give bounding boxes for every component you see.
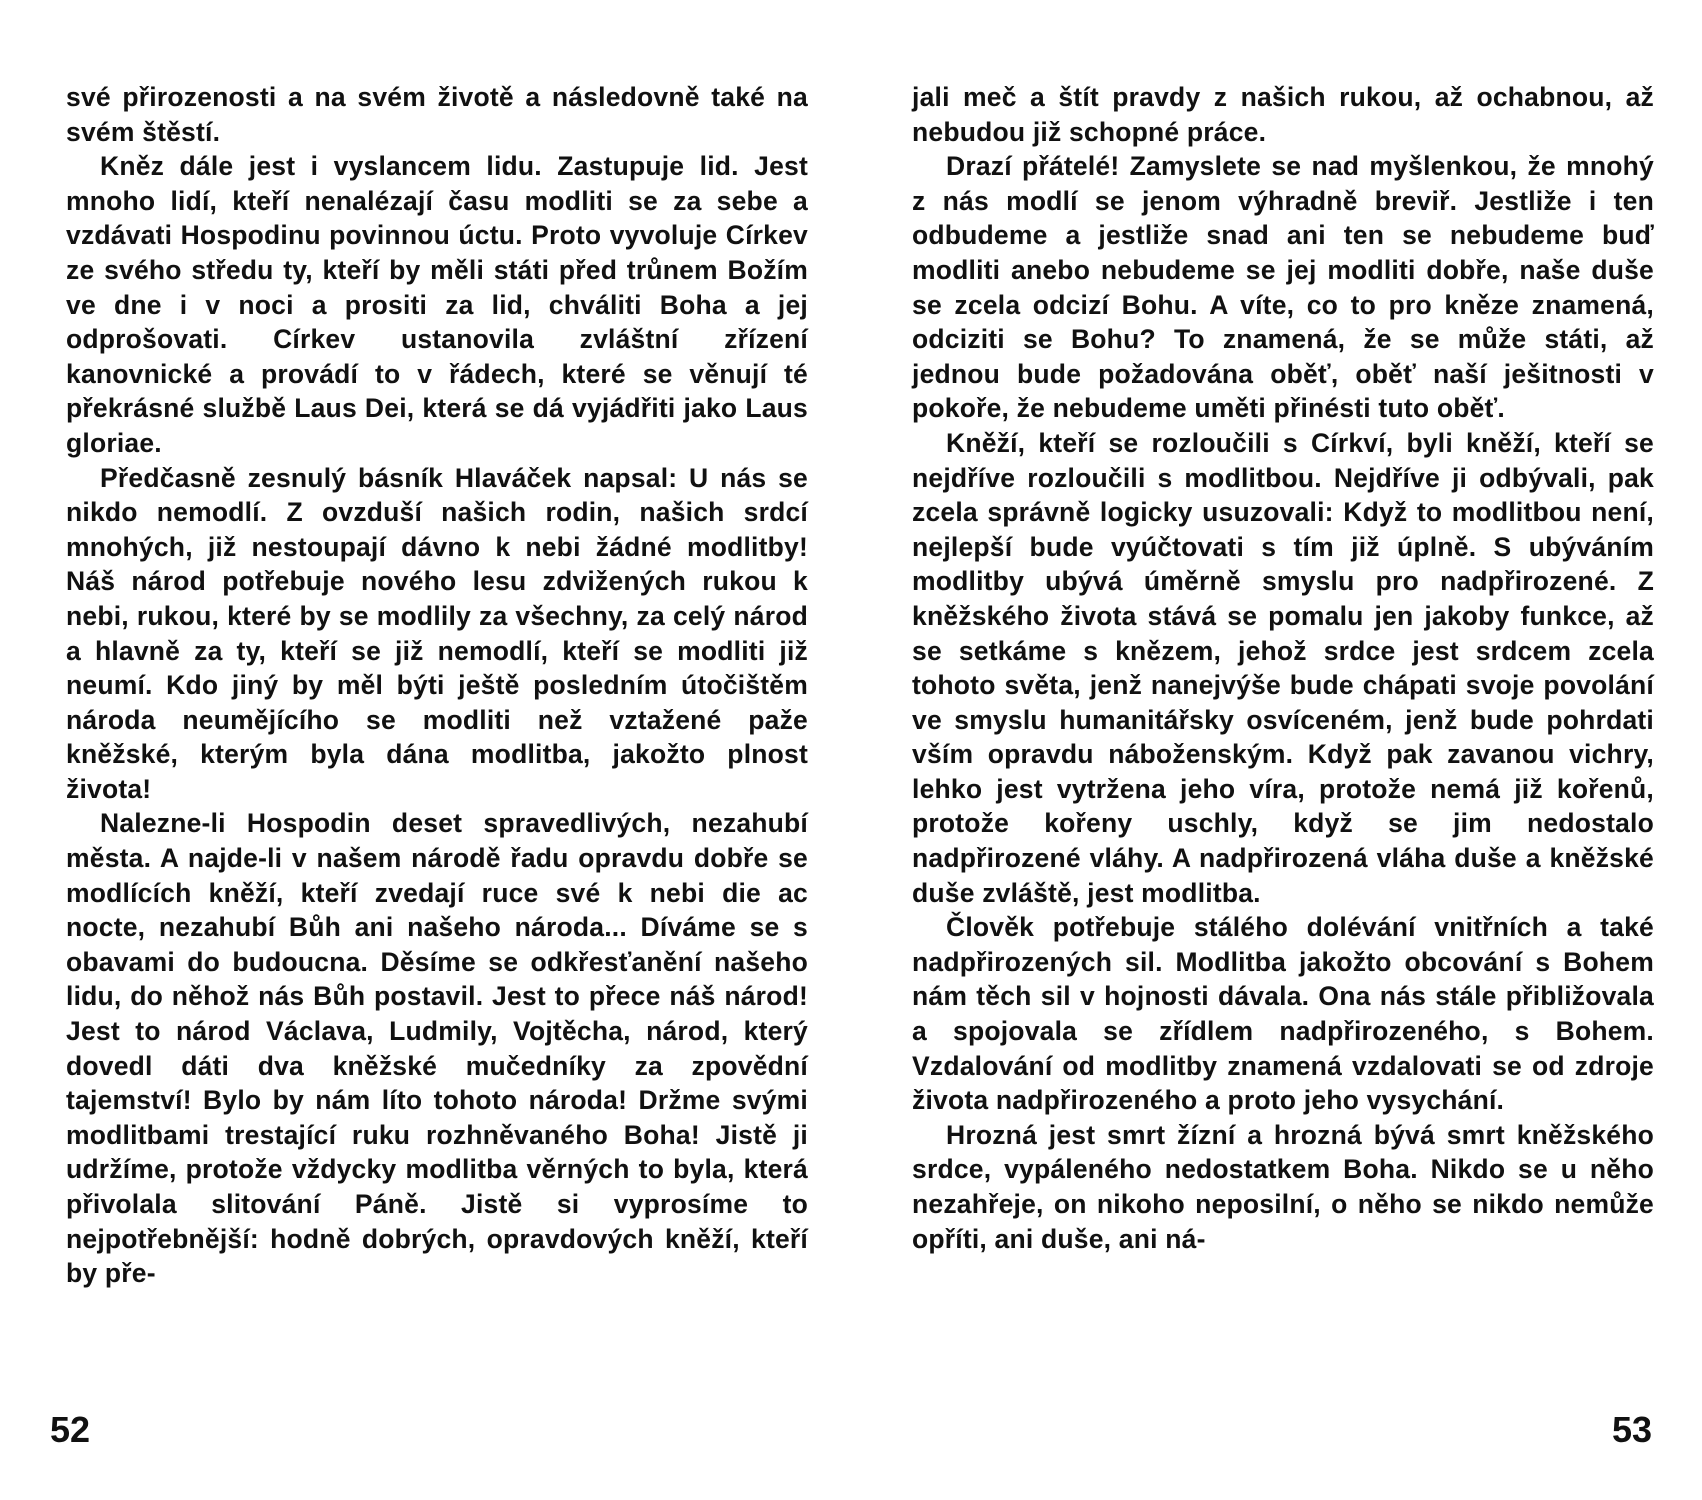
- left-page: [66, 80, 808, 1291]
- left-paragraph-2: Kněz dále jest i vyslancem lidu. Zastupuje lid. Jest mnoho lidí, kteří nenalézají času modliti se za sebe a vzdávati Hospodinu povinnou úctu. Proto vyvoluje Církev ze svého středu ty, kteří by měli státi před trůnem Božím ve dne i v noci a prositi za lid, chváliti Boha a jej odprošovati. Církev ustanovila zvláštní zřízení kanovnické a provádí to v řádech, které se věnují té překrásné službě Laus Dei, která se dá vyjádřiti jako Laus gloriae.: [66, 151, 808, 458]
- right-paragraph-1: jali meč a štít pravdy z našich rukou, až ochabnou, až nebudou již schopné práce.: [912, 82, 1654, 147]
- left-paragraph-4: Nalezne-li Hospodin deset spravedlivých, nezahubí města. A najde-li v našem národě řadu opravdu dobře se modlících kněží, kteří zvedají ruce své k nebi die ac nocte, nezahubí Bůh ani našeho národa... Díváme se s obavami do budoucna. Děsíme se odkřesťanění našeho lidu, do něhož nás Bůh postavil. Jest to přece náš národ! Jest to národ Václava, Ludmily, Vojtěcha, národ, který dovedl dáti dva kněžské mučedníky za zpovědní tajemství! Bylo by nám líto tohoto národa! Držme svými modlitbami trestající ruku rozhněvaného Boha! Jistě ji udržíme, protože vždycky modlitba věrných to byla, která přivolala slitování Páně. Jistě si vyprosíme to nejpotřebnější: hodně dobrých, opravdových kněží, kteří by pře-: [66, 808, 808, 1289]
- right-paragraph-2: Drazí přátelé! Zamyslete se nad myšlenkou, že mnohý z nás modlí se jenom výhradně breviř. Jestliže i ten odbudeme a jestliže snad ani ten se nebudeme buď modliti anebo nebudeme se jej modliti dobře, naše duše se zcela odcizí Bohu. A víte, co to pro kněze znamená, odciziti se Bohu? To znamená, že se může státi, až jednou bude požadována oběť, oběť naší ješitnosti v pokoře, že nebudeme uměti přinésti tuto oběť.: [912, 151, 1654, 424]
- page-number-right: 53: [1612, 1409, 1653, 1450]
- page-number-left: 52: [50, 1409, 91, 1450]
- left-paragraph-3: Předčasně zesnulý básník Hlaváček napsal: U nás se nikdo nemodlí. Z ovzduší našich rodin, našich srdcí mnohých, již nestoupají dávno k nebi žádné modlitby! Náš národ potřebuje nového lesu zdvižených rukou k nebi, rukou, které by se modlily za všechny, za celý národ a hlavně za ty, kteří se již nemodlí, kteří se modliti již neumí. Kdo jiný by měl býti ještě posledním útočištěm národa neumějícího se modliti než vztažené paže kněžské, kterým byla dána modlitba, jakožto plnost života!: [66, 462, 808, 804]
- left-paragraph-1: své přirozenosti a na svém životě a následovně také na svém štěstí.: [66, 82, 808, 147]
- right-page: [912, 80, 1654, 1256]
- right-paragraph-5: Hrozná jest smrt žízní a hrozná bývá smrt kněžského srdce, vypáleného nedostatkem Boha. Nikdo se u něho nezahřeje, on nikoho neposilní, o něho se nikdo nemůže opříti, ani duše, ani ná-: [912, 1119, 1654, 1254]
- right-paragraph-3: Kněží, kteří se rozloučili s Církví, byli kněží, kteří se nejdříve rozloučili s modlitbou. Nejdříve ji odbývali, pak zcela správně logicky usuzovali: Když to modlitbou není, nejlepší bude vyúčtovati s tím již úplně. S ubýváním modlitby ubývá úměrně smyslu pro nadpřirozené. Z kněžského života stává se pomalu jen jakoby funkce, až se setkáme s knězem, jehož srdce jest srdcem zcela tohoto světa, jenž nanejvýše bude chápati svoje povolání ve smyslu humanitářsky osvíceném, jenž bude pohrdati vším opravdu náboženským. Když pak zavanou vichry, lehko jest vytržena jeho víra, protože nemá již kořenů, protože kořeny uschly, když se jim nedostalo nadpřirozené vláhy. A nadpřirozená vláha duše a kněžské duše zvláště, jest modlitba.: [912, 427, 1654, 908]
- right-paragraph-4: Člověk potřebuje stálého dolévání vnitřních a také nadpřirozených sil. Modlitba jakožto obcování s Bohem nám těch sil v hojnosti dávala. Ona nás stále přibližovala a spojovala se zřídlem nadpřirozeného, s Bohem. Vzdalování od modlitby znamená vzdalovati se od zdroje života nadpřirozeného a proto jeho vysychání.: [912, 912, 1654, 1116]
